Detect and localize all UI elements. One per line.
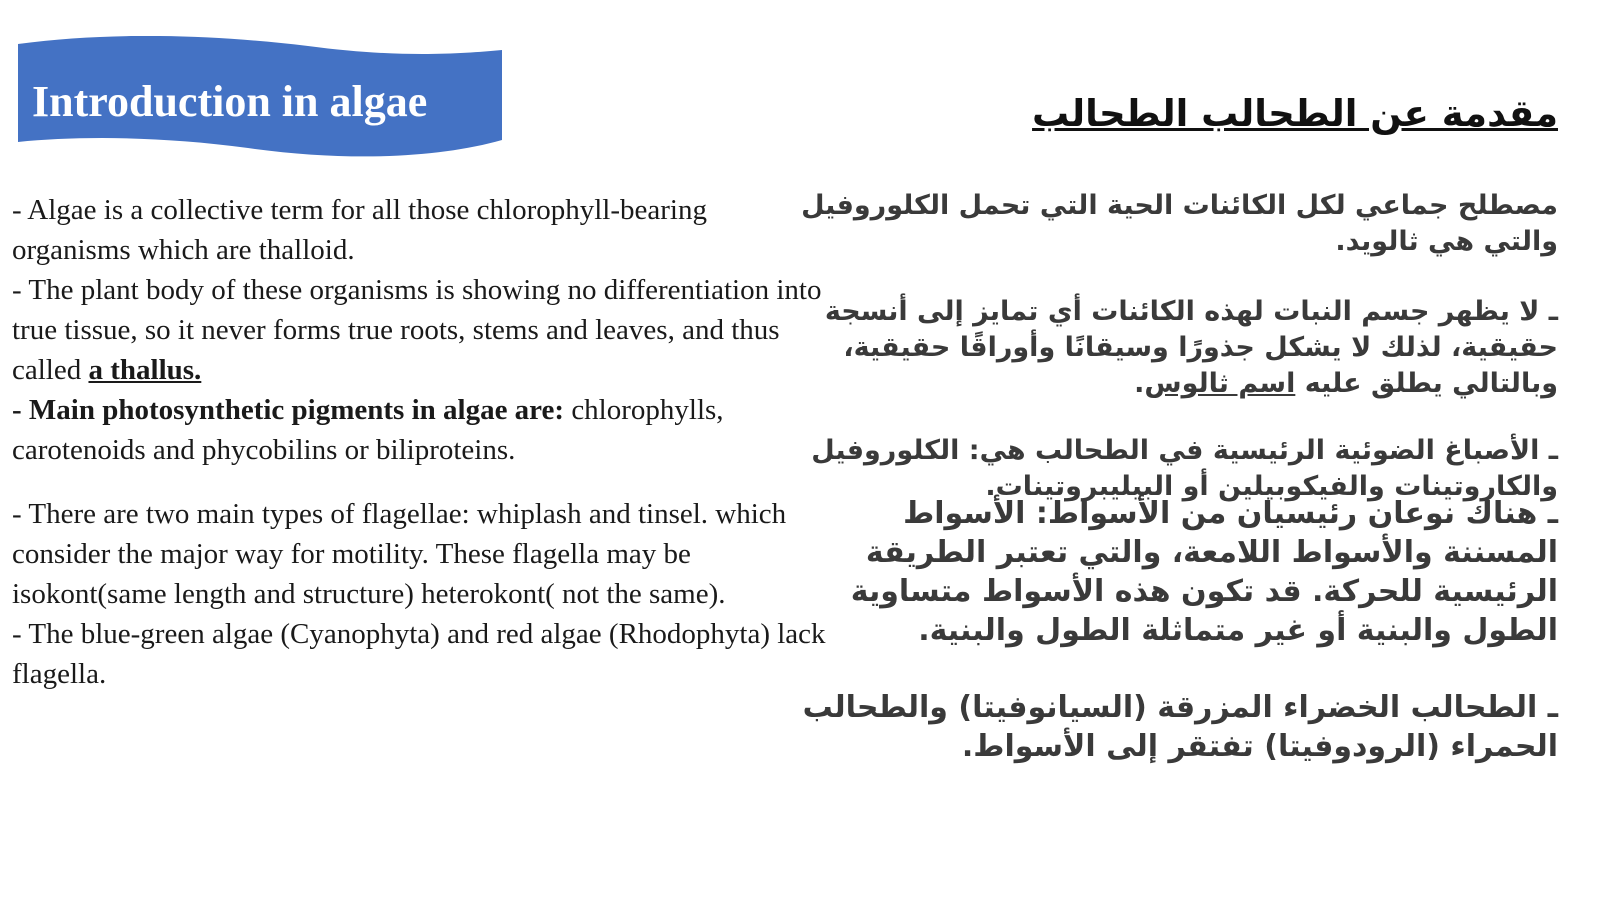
arabic-paragraph-thallus bbox=[788, 294, 1558, 402]
arabic-paragraph-flagellae bbox=[788, 494, 1558, 650]
english-paragraph-lack-flagella: - The blue-green algae (Cyanophyta) and red algae (Rhodophyta) lack flagella. bbox=[12, 618, 826, 690]
english-paragraph-flagellae: - There are two main types of flagellae: whiplash and tinsel. which consider the major way for motility. These flagella may be isokont(same length and structure) heterokont( not the same). bbox=[12, 498, 787, 610]
english-paragraph-thallus bbox=[12, 270, 827, 390]
arabic-thallus-end: . bbox=[1134, 368, 1145, 399]
arabic-thallus-body: ـ لا يظهر جسم النبات لهذه الكائنات أي تمايز إلى أنسجة حقيقية، لذلك لا يشكل جذورًا وسيقانًا وأوراقًا حقيقية، وبالتالي يطلق عليه bbox=[824, 296, 1558, 399]
english-paragraph-definition: - Algae is a collective term for all those chlorophyll-bearing organisms which are thalloid. bbox=[12, 194, 707, 266]
page-title: Introduction in algae bbox=[32, 77, 428, 126]
arabic-thallus-term: اسم ثالوس bbox=[1144, 368, 1296, 399]
pigments-text: chlorophylls, carotenoids and phycobilins or biliproteins. bbox=[12, 394, 724, 466]
arabic-lack-flagella-text: ـ الطحالب الخضراء المزرقة (السيانوفيتا) والطحالب الحمراء (الرودوفيتا) تفتقر إلى الأسواط. bbox=[802, 690, 1558, 764]
english-content bbox=[12, 190, 827, 694]
arabic-definition-text: مصطلح جماعي لكل الكائنات الحية التي تحمل الكلوروفيل والتي هي ثالويد. bbox=[801, 190, 1558, 257]
english-paragraph-pigments bbox=[12, 390, 827, 470]
arabic-thallus-text bbox=[788, 294, 1558, 402]
thallus-term: a thallus. bbox=[88, 354, 202, 386]
arabic-paragraph-definition bbox=[788, 188, 1558, 260]
arabic-pigments-text: ـ الأصباغ الضوئية الرئيسية في الطحالب هي: الكلوروفيل والكاروتينات والفيكوبيلين أو البيليبروتينات. bbox=[811, 435, 1558, 502]
title-banner bbox=[18, 36, 512, 160]
arabic-paragraph-lack-flagella bbox=[788, 688, 1558, 766]
arabic-title: مقدمة عن الطحالب الطحالب bbox=[1032, 92, 1558, 135]
thallus-text: - The plant body of these organisms is showing no differentiation into true tissue, so it never forms true roots, stems and leaves, and thus called bbox=[12, 274, 822, 386]
arabic-flagellae-text: ـ هناك نوعان رئيسيان من الأسواط: الأسواط المسننة والأسواط اللامعة، والتي تعتبر الطريقة الرئيسية للحركة. قد تكون هذه الأسواط متساوية الطول والبنية أو غير متماثلة الطول والبنية. bbox=[850, 496, 1558, 648]
pigments-heading: - Main photosynthetic pigments in algae are: bbox=[12, 394, 565, 426]
